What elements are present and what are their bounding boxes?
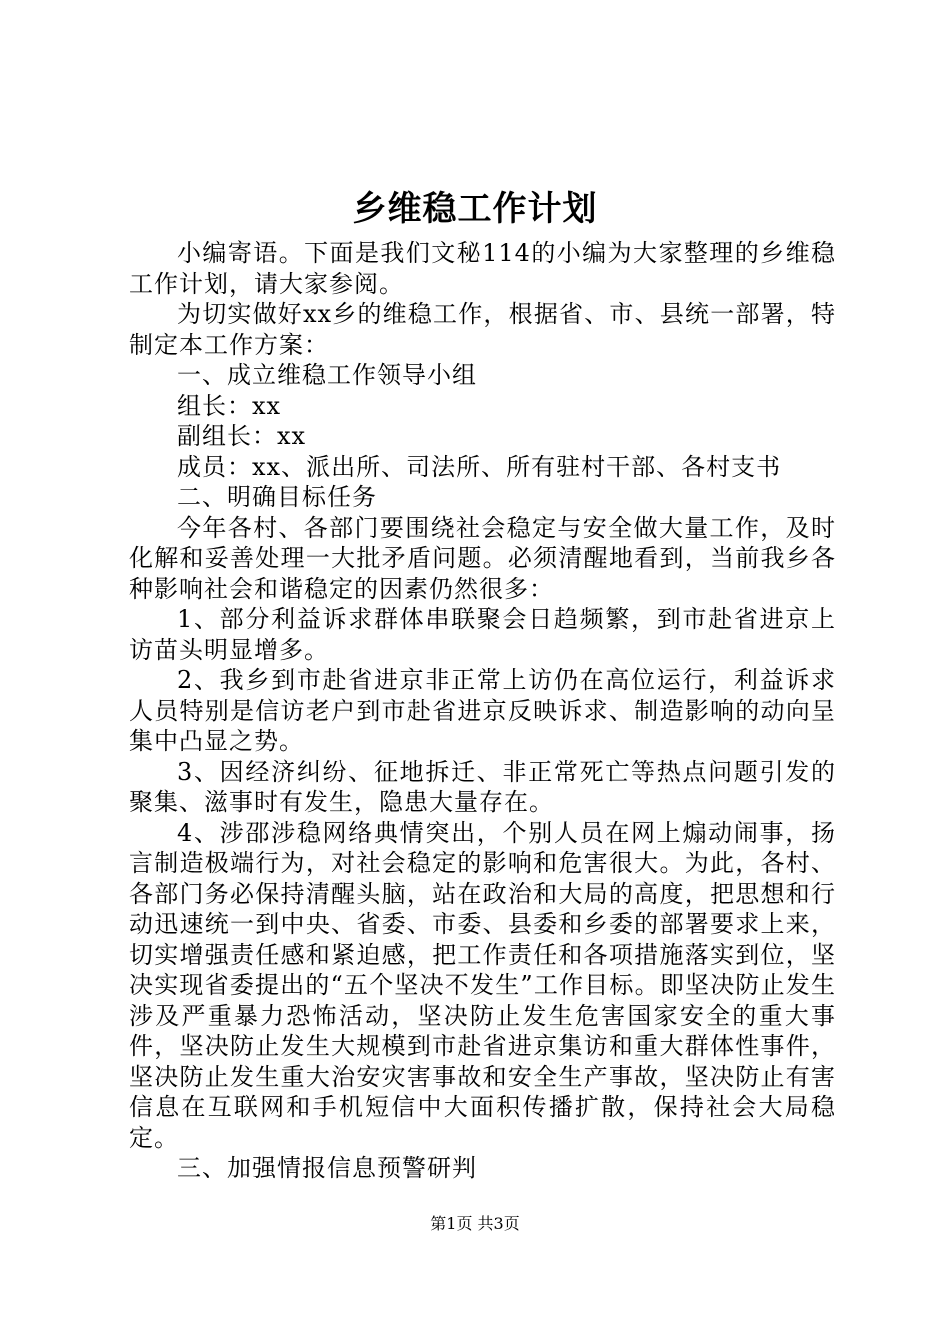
- paragraph-purpose: 为切实做好xx乡的维稳工作，根据省、市、县统一部署，特制定本工作方案：: [129, 300, 836, 359]
- paragraph-item-4: 4、涉邵涉稳网络典情突出，个别人员在网上煽动闹事，扬言制造极端行为，对社会稳定的影响和危害很大。为此，各村、各部门务必保持清醒头脑，站在政治和大局的高度，把思想和行动迅速统一到中央、省委、市委、县委和乡委的部署要求上来，切实增强责任感和紧迫感，把工作责任和各项措施落实到位，坚决实现省委提出的“五个坚决不发生”工作目标。即坚决防止发生涉及严重暴力恐怖活动，坚决防止发生危害国家安全的重大事件，坚决防止发生大规模到市赴省进京集访和重大群体性事件，坚决防止发生重大治安灾害事故和安全生产事故，坚决防止有害信息在互联网和手机短信中大面积传播扩散，保持社会大局稳定。: [129, 818, 836, 1152]
- section-heading-1: 一、成立维稳工作领导小组: [177, 361, 477, 389]
- page-footer: 第1页 共3页: [430, 1214, 520, 1233]
- paragraph-members: 成员：xx、派出所、司法所、所有驻村干部、各村支书: [177, 452, 782, 481]
- document-title: 乡维稳工作计划: [352, 189, 598, 229]
- paragraph-item-1: 1、部分利益诉求群体串联聚会日趋频繁，到市赴省进京上访苗头明显增多。: [129, 605, 836, 664]
- paragraph-item-3: 3、因经济纠纷、征地拆迁、非正常死亡等热点问题引发的聚集、滋事时有发生，隐患大量存在。: [129, 757, 836, 816]
- paragraph-leader: 组长：xx: [177, 391, 282, 420]
- paragraph-item-2: 2、我乡到市赴省进京非正常上访仍在高位运行，利益诉求人员特别是信访老户到市赴省进京反映诉求、制造影响的动向呈集中凸显之势。: [129, 666, 836, 755]
- paragraph-deputy-leader: 副组长：xx: [177, 422, 307, 450]
- section-heading-2: 二、明确目标任务: [177, 483, 377, 511]
- section-heading-3: 三、加强情报信息预警研判: [177, 1154, 477, 1182]
- paragraph-intro: 小编寄语。下面是我们文秘114的小编为大家整理的乡维稳工作计划，请大家参阅。: [129, 239, 836, 298]
- paragraph-situation: 今年各村、各部门要围绕社会稳定与安全做大量工作，及时化解和妥善处理一大批矛盾问题。必须清醒地看到，当前我乡各种影响社会和谐稳定的因素仍然很多：: [129, 513, 836, 603]
- document-body: [129, 238, 836, 1184]
